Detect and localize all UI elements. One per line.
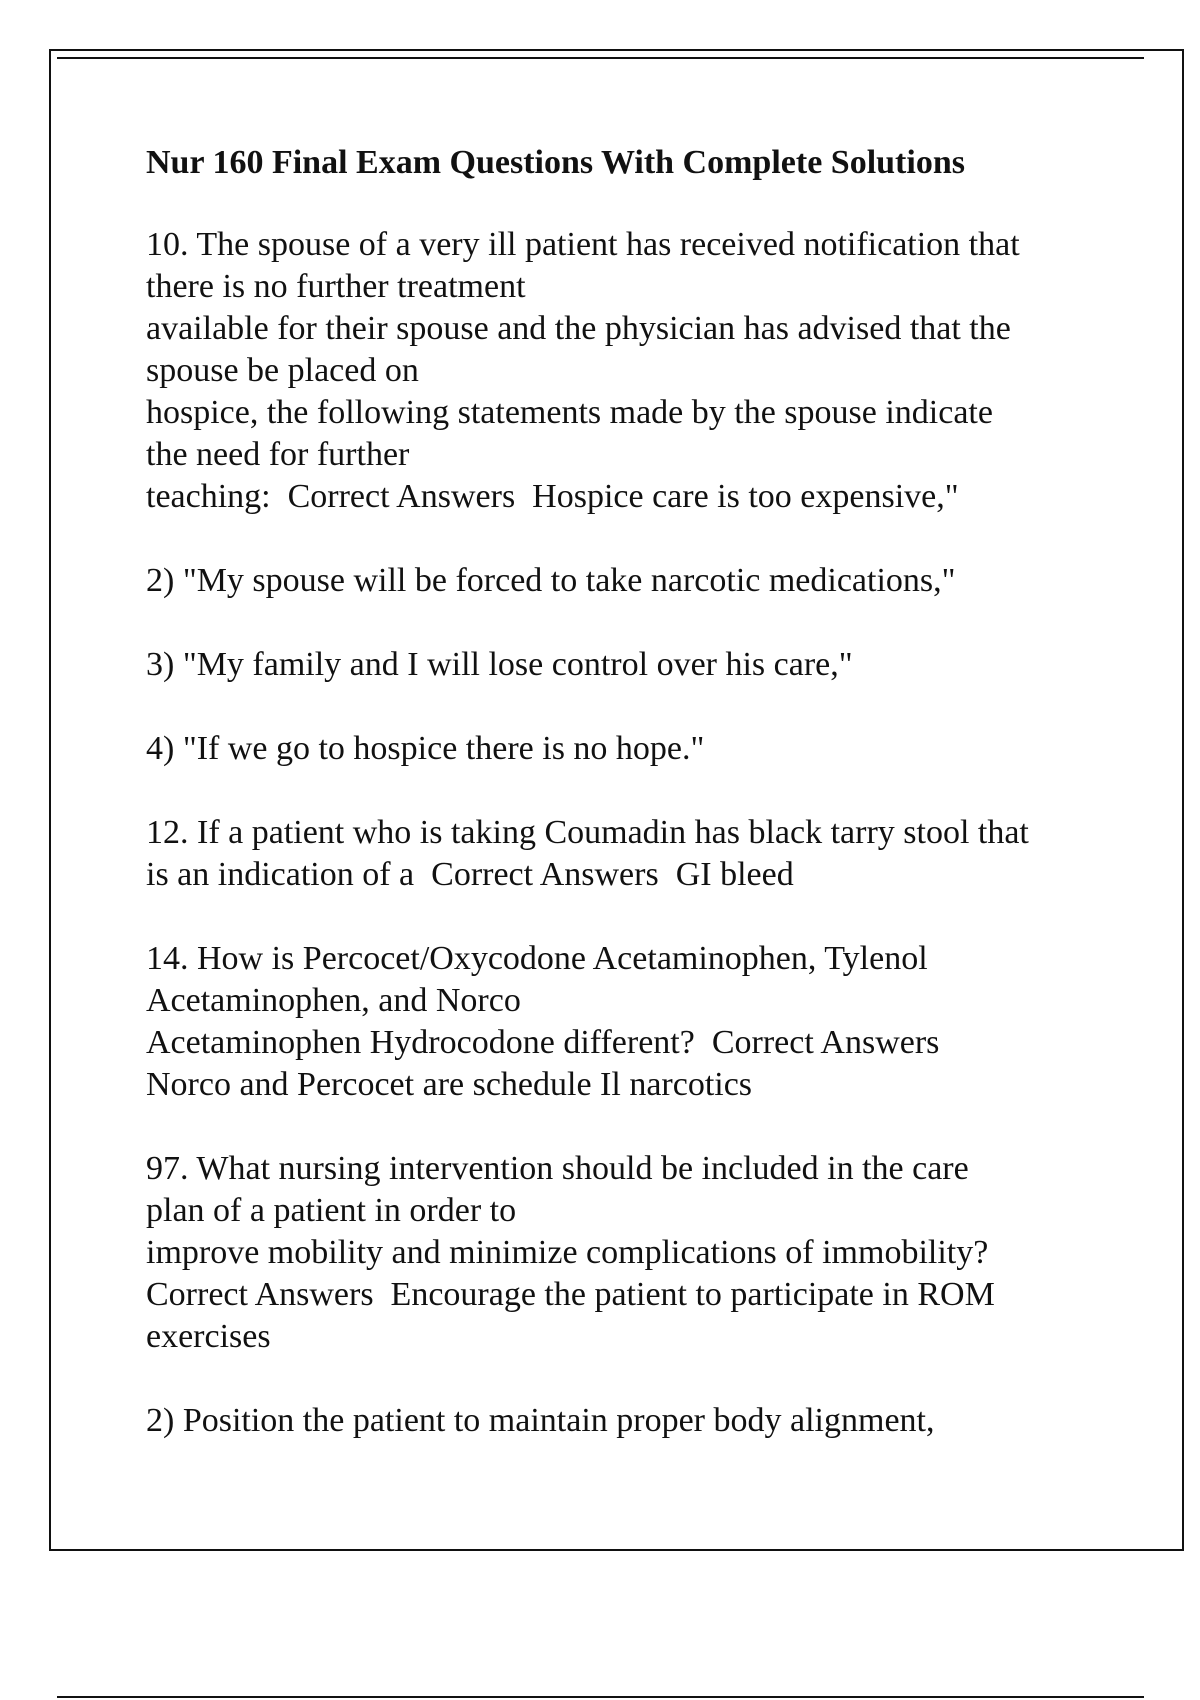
text-line: 2) Position the patient to maintain proper body alignment,: [146, 1402, 935, 1439]
answer-option-2-position: [146, 1400, 1106, 1442]
text-line: 14. How is Percocet/Oxycodone Acetaminophen, Tylenol: [146, 940, 928, 977]
text-line: plan of a patient in order to: [146, 1192, 517, 1229]
text-line: 12. If a patient who is taking Coumadin has black tarry stool that: [146, 814, 1029, 851]
text-line: teaching: Correct Answers Hospice care is too expensive,": [146, 478, 959, 515]
answer-option-3: [146, 644, 1106, 686]
question-14: [146, 938, 1106, 1106]
text-line: 2) "My spouse will be forced to take narcotic medications,": [146, 562, 956, 599]
text-line: exercises: [146, 1318, 271, 1355]
answer-option-2: [146, 560, 1106, 602]
text-line: Acetaminophen Hydrocodone different? Correct Answers: [146, 1024, 940, 1061]
question-10: [146, 224, 1106, 518]
question-97: [146, 1148, 1106, 1358]
text-line: Norco and Percocet are schedule Il narcotics: [146, 1066, 753, 1103]
question-12: [146, 812, 1106, 896]
bottom-rule: [57, 1696, 1144, 1698]
answer-option-4: [146, 728, 1106, 770]
text-line: 4) "If we go to hospice there is no hope.": [146, 730, 705, 767]
text-line: Correct Answers Encourage the patient to participate in ROM: [146, 1276, 995, 1313]
document-title: Nur 160 Final Exam Questions With Complete Solutions: [146, 144, 965, 181]
text-line: there is no further treatment: [146, 268, 526, 305]
text-line: is an indication of a Correct Answers GI bleed: [146, 856, 794, 893]
text-line: the need for further: [146, 436, 410, 473]
text-line: hospice, the following statements made by the spouse indicate: [146, 394, 993, 431]
text-line: 3) "My family and I will lose control over his care,": [146, 646, 853, 683]
text-line: available for their spouse and the physician has advised that the: [146, 310, 1011, 347]
document-body: [146, 142, 1106, 1484]
text-line: improve mobility and minimize complications of immobility?: [146, 1234, 989, 1271]
top-rule: [57, 57, 1144, 59]
text-line: 97. What nursing intervention should be included in the care: [146, 1150, 969, 1187]
text-line: Acetaminophen, and Norco: [146, 982, 521, 1019]
text-line: 10. The spouse of a very ill patient has received notification that: [146, 226, 1020, 263]
text-line: spouse be placed on: [146, 352, 419, 389]
